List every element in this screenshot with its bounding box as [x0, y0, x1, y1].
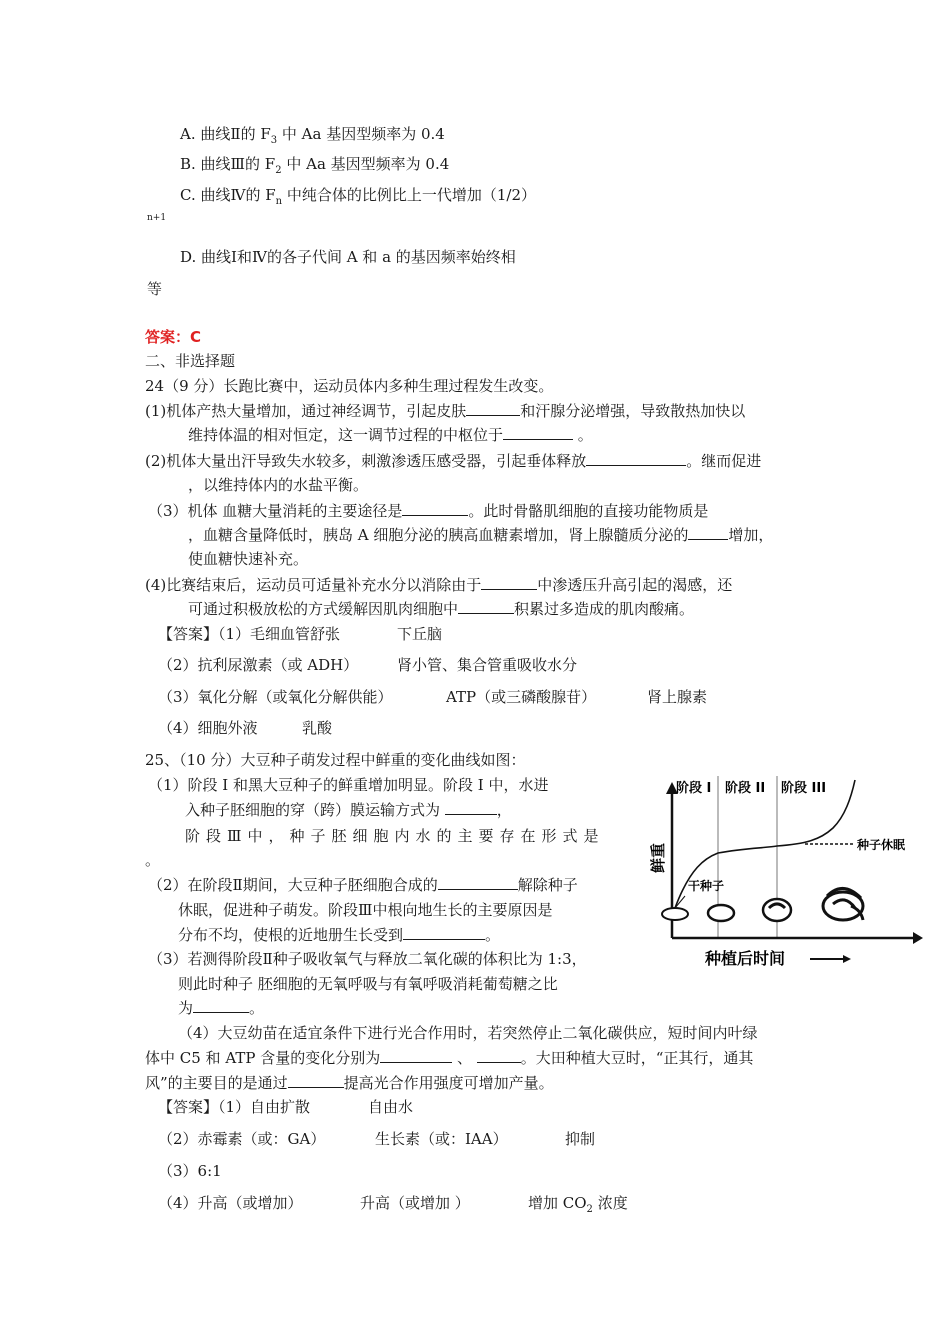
dry-seed-icon — [662, 908, 688, 920]
option-d: D. 曲线Ⅰ和Ⅳ的各子代间 A 和 a 的基因频率始终相 — [180, 248, 516, 266]
q25-answer-3: （3）6:1 — [158, 1162, 222, 1180]
q24-answer-1: 【答案】（1）毛细血管舒张 — [158, 625, 341, 643]
stage-3-label: 阶段 III — [781, 781, 827, 796]
q25-answer-1b: 自由水 — [368, 1098, 414, 1116]
q24-answer-1b: 下丘脑 — [397, 625, 443, 643]
q24-answer-4b: 乳酸 — [302, 719, 333, 737]
q24-part4: (4)比赛结束后，运动员可适量补充水分以消除由于 中渗透压升高引起的渴感，还 — [145, 576, 733, 594]
blank[interactable] — [688, 525, 728, 540]
q25-part4-cont: 体中 C5 和 ATP 含量的变化分别为 、 。大田种植大豆时，“正其行，通其 — [145, 1049, 754, 1067]
q24-part4-cont: 可通过积极放松的方式缓解因肌肉细胞中 积累过多造成的肌肉酸痛。 — [188, 600, 695, 618]
q24-part2-cont: ，以维持体内的水盐平衡。 — [188, 476, 369, 494]
q24-answer-3: （3）氧化分解（或氧化分解供能） — [158, 688, 393, 706]
option-d-continued: 等 — [147, 280, 163, 298]
q25-part2: （2）在阶段Ⅱ期间，大豆种子胚细胞合成的 解除种子 — [148, 876, 578, 894]
dry-seed-label: 干种子 — [688, 879, 725, 893]
y-axis-label: 鲜重 — [649, 842, 667, 874]
q25-part2-cont2: 分布不均，使根的近地册生长受到 。 — [178, 926, 501, 944]
blank[interactable] — [466, 401, 520, 416]
q25-answer-4: （4）升高（或增加） — [158, 1194, 303, 1212]
q25-part4: （4）大豆幼苗在适宜条件下进行光合作用时，若突然停止二氧化碳供应，短时间内叶绿 — [178, 1024, 758, 1042]
q24-answer-4: （4）细胞外液 — [158, 719, 258, 737]
seed-weight-figure — [649, 758, 925, 973]
blank[interactable] — [481, 575, 537, 590]
swollen-seed-icon — [708, 905, 734, 921]
option-c: C. 曲线Ⅳ的 $F_n$ 中纯合体的比例比上一代增加（1/2） — [180, 186, 537, 207]
q25-title: 25、（10 分）大豆种子萌发过程中鲜重的变化曲线如图： — [145, 751, 526, 769]
blank[interactable] — [380, 1048, 452, 1063]
q24-answer-3b: ATP（或三磷酸腺苷） — [446, 688, 597, 706]
q25-part1: （1）阶段 I 和黑大豆种子的鲜重增加明显。阶段 I 中，水进 — [148, 776, 549, 794]
q25-answer-4c: 增加 $CO_2$ 浓度 — [528, 1194, 628, 1215]
q25-answer-2b: 生长素（或：IAA） — [375, 1130, 508, 1148]
q25-part1-cont: 入种子胚细胞的穿（跨）膜运输方式为 ， — [185, 801, 512, 819]
q24-part3-cont: ，血糖含量降低时，胰岛 A 细胞分泌的胰高血糖素增加，肾上腺髓质分泌的 增加， — [188, 526, 774, 544]
blank[interactable] — [458, 599, 514, 614]
q24-part1: (1)机体产热大量增加，通过神经调节，引起皮肤 和汗腺分泌增强，导致散热加快以 — [145, 402, 746, 420]
blank[interactable] — [438, 875, 518, 890]
x-axis-label: 种植后时间 — [705, 949, 786, 968]
q25-part1-cont2: 阶段Ⅲ中，种子胚细胞内水的主要存在形式是 — [185, 827, 605, 845]
q25-part3: （3）若测得阶段Ⅱ种子吸收氧气与释放二氧化碳的体积比为 1:3， — [148, 950, 587, 968]
q25-part3-cont2: 为 。 — [178, 999, 265, 1017]
q24-part3: （3）机体 血糖大量消耗的主要途径是 。此时骨骼肌细胞的直接功能物质是 — [148, 502, 709, 520]
q24-answer-2: （2）抗利尿激素（或 ADH） — [158, 656, 359, 674]
q24-part3-cont2: 使血糖快速补充。 — [188, 550, 309, 568]
stage-2-label: 阶段 II — [725, 781, 766, 796]
q25-answer-4b: 升高（或增加 ） — [360, 1194, 470, 1212]
q24-title: 24（9 分）长跑比赛中，运动员体内多种生理过程发生改变。 — [145, 377, 554, 395]
q24-part2: (2)机体大量出汗导致失水较多，刺激渗透压感受器，引起垂体释放 。继而促进 — [145, 452, 762, 470]
blank[interactable] — [193, 998, 249, 1013]
option-b: B. 曲线Ⅲ的 $F_2$ 中 Aa 基因型频率为 0.4 — [180, 155, 450, 176]
blank[interactable] — [403, 925, 485, 940]
q24-answer-2b: 肾小管、集合管重吸收水分 — [397, 656, 578, 674]
q25-answer-2: （2）赤霉素（或：GA） — [158, 1130, 326, 1148]
q25-part2-cont: 休眠，促进种子萌发。阶段Ⅲ中根向地生长的主要原因是 — [178, 901, 553, 919]
x-label-arrow-head — [843, 955, 851, 963]
q24-answer-3c: 肾上腺素 — [647, 688, 708, 706]
blank[interactable] — [477, 1048, 521, 1063]
answer-label: 答案：C — [145, 328, 202, 346]
stage-1-label: 阶段 I — [676, 781, 712, 796]
option-c-exponent: n+1 — [147, 213, 167, 223]
blank[interactable] — [503, 425, 573, 440]
q25-part1-end: 。 — [145, 851, 161, 869]
q25-part3-cont: 则此时种子 胚细胞的无氧呼吸与有氧呼吸消耗葡萄糖之比 — [178, 975, 558, 993]
q25-answer-2c: 抑制 — [565, 1130, 596, 1148]
blank[interactable] — [402, 501, 468, 516]
x-axis-arrow — [913, 932, 923, 944]
section-heading: 二、非选择题 — [145, 352, 236, 370]
option-a: A. 曲线Ⅱ的 $F_3$ 中 Aa 基因型频率为 0.4 — [180, 125, 445, 146]
q25-answer-1: 【答案】（1）自由扩散 — [158, 1098, 311, 1116]
blank[interactable] — [288, 1073, 344, 1088]
q24-part1-cont: 维持体温的相对恒定，这一调节过程的中枢位于 。 — [188, 426, 593, 444]
q25-part4-cont2: 风”的主要目的是通过 提高光合作用强度可增加产量。 — [145, 1074, 554, 1092]
blank[interactable] — [445, 800, 497, 815]
germinating-seed-icon — [763, 899, 791, 921]
blank[interactable] — [586, 451, 686, 466]
dormant-label: 种子休眠 — [857, 838, 906, 852]
